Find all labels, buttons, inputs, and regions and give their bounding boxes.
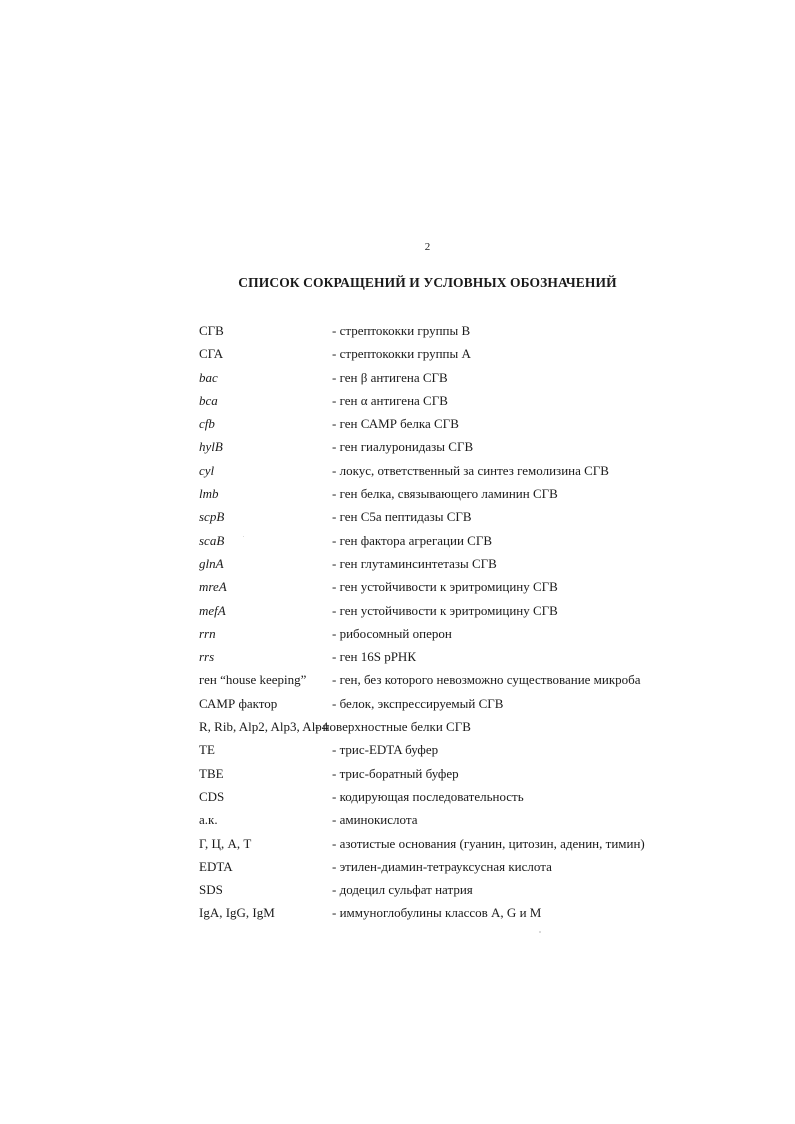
abbreviation-definition: - ген устойчивости к эритромицину СГВ xyxy=(332,579,558,595)
abbreviation-row xyxy=(199,366,779,389)
abbreviation-term: lmb xyxy=(199,486,219,502)
abbreviation-term: САМР фактор xyxy=(199,695,278,711)
abbreviation-definition: - белок, экспрессируемый СГВ xyxy=(332,695,504,711)
abbreviation-term: СГА xyxy=(199,346,224,362)
abbreviation-row xyxy=(199,622,779,645)
abbreviation-term: а.к. xyxy=(199,812,218,828)
abbreviation-row xyxy=(199,412,779,435)
abbreviation-definition: - додецил сульфат натрия xyxy=(332,882,473,898)
abbreviation-row xyxy=(199,435,779,458)
abbreviation-definition: - азотистые основания (гуанин, цитозин, аденин, тимин) xyxy=(332,835,645,851)
abbreviation-definition: - ген α антигена СГВ xyxy=(332,392,448,408)
abbreviation-row xyxy=(199,645,779,668)
abbreviation-term: cfb xyxy=(199,416,215,432)
abbreviation-term: scpB xyxy=(199,509,225,525)
abbreviation-definition: - иммуноглобулины классов А, G и М xyxy=(332,905,542,921)
abbreviation-row xyxy=(199,738,779,761)
abbreviation-row xyxy=(199,459,779,482)
abbreviation-term: Г, Ц, А, Т xyxy=(199,835,252,851)
abbreviation-row xyxy=(199,715,779,738)
page-number: 2 xyxy=(424,241,431,253)
abbreviation-term: mefA xyxy=(199,602,226,618)
abbreviation-definition: - этилен-диамин-тетрауксусная кислота xyxy=(332,858,552,874)
abbreviation-row xyxy=(199,855,779,878)
abbreviation-row xyxy=(199,552,779,575)
abbreviation-definition: - трис-боратный буфер xyxy=(332,765,459,781)
abbreviation-term: EDTA xyxy=(199,858,233,874)
abbreviation-definition: - ген глутаминсинтетазы СГВ xyxy=(332,555,497,571)
abbreviation-definition: - ген β антигена СГВ xyxy=(332,369,448,385)
abbreviation-term: R, Rib, Alp2, Alp3, Alp4 xyxy=(199,719,329,735)
abbreviation-definition: - ген 16S рРНК xyxy=(332,649,416,665)
abbreviation-term: ТЕ xyxy=(199,742,215,758)
abbreviation-term: ТВЕ xyxy=(199,765,224,781)
abbreviation-definition: - стрептококки группы В xyxy=(332,323,471,338)
abbreviation-row xyxy=(199,529,779,552)
abbreviation-definition: - ген белка, связывающего ламинин СГВ xyxy=(332,486,558,502)
abbreviation-term: glnA xyxy=(199,555,224,571)
abbreviation-row xyxy=(199,505,779,528)
abbreviation-term: СГВ xyxy=(199,323,224,338)
abbreviation-definition: - ген устойчивости к эритромицину СГВ xyxy=(332,602,558,618)
abbreviation-term: bca xyxy=(199,392,218,408)
abbreviation-row xyxy=(199,808,779,831)
abbreviation-definition: - рибосомный оперон xyxy=(332,625,452,641)
abbreviation-definition: - поверхностные белки СГВ xyxy=(315,719,471,735)
abbreviation-row xyxy=(199,599,779,622)
abbreviation-row xyxy=(199,692,779,715)
abbreviation-term: rrn xyxy=(199,625,216,641)
scan-speck xyxy=(539,931,541,933)
abbreviation-row xyxy=(199,575,779,598)
abbreviation-row xyxy=(199,668,779,691)
abbreviation-definition: - кодирующая последовательность xyxy=(332,788,524,804)
abbreviation-row xyxy=(199,832,779,855)
abbreviation-term: mreA xyxy=(199,579,227,595)
abbreviation-row xyxy=(199,319,779,342)
abbreviation-definition: - локус, ответственный за синтез гемолизина СГВ xyxy=(332,462,609,478)
abbreviation-term: hylB xyxy=(199,439,223,455)
abbreviation-list xyxy=(199,319,779,925)
abbreviation-row xyxy=(199,342,779,365)
abbreviation-term: scaB xyxy=(199,532,225,548)
abbreviation-row xyxy=(199,482,779,505)
abbreviation-row xyxy=(199,878,779,901)
abbreviation-row xyxy=(199,901,779,924)
abbreviation-term: SDS xyxy=(199,882,223,898)
abbreviation-term: CDS xyxy=(199,788,225,804)
abbreviation-row xyxy=(199,785,779,808)
abbreviation-definition: - ген, без которого невозможно существование микроба xyxy=(332,672,641,688)
abbreviation-definition: - стрептококки группы А xyxy=(332,346,471,362)
abbreviation-term: cyl xyxy=(199,462,215,478)
abbreviation-definition: - трис-EDTA буфер xyxy=(332,742,439,758)
abbreviation-row xyxy=(199,389,779,412)
abbreviation-row xyxy=(199,762,779,785)
scan-speck xyxy=(243,536,244,537)
abbreviation-definition: - ген С5а пептидазы СГВ xyxy=(332,509,472,525)
abbreviation-definition: - аминокислота xyxy=(332,812,418,828)
abbreviation-term: rrs xyxy=(199,649,215,665)
abbreviation-term: IgA, IgG, IgM xyxy=(199,905,275,921)
abbreviation-definition: - ген гиалуронидазы СГВ xyxy=(332,439,474,455)
abbreviation-term: ген “house keeping” xyxy=(199,672,307,688)
abbreviation-term: bac xyxy=(199,369,218,385)
abbreviation-definition: - ген САМР белка СГВ xyxy=(332,416,459,432)
abbreviation-definition: - ген фактора агрегации СГВ xyxy=(332,532,493,548)
page-title: СПИСОК СОКРАЩЕНИЙ И УСЛОВНЫХ ОБОЗНАЧЕНИЙ xyxy=(238,275,617,290)
